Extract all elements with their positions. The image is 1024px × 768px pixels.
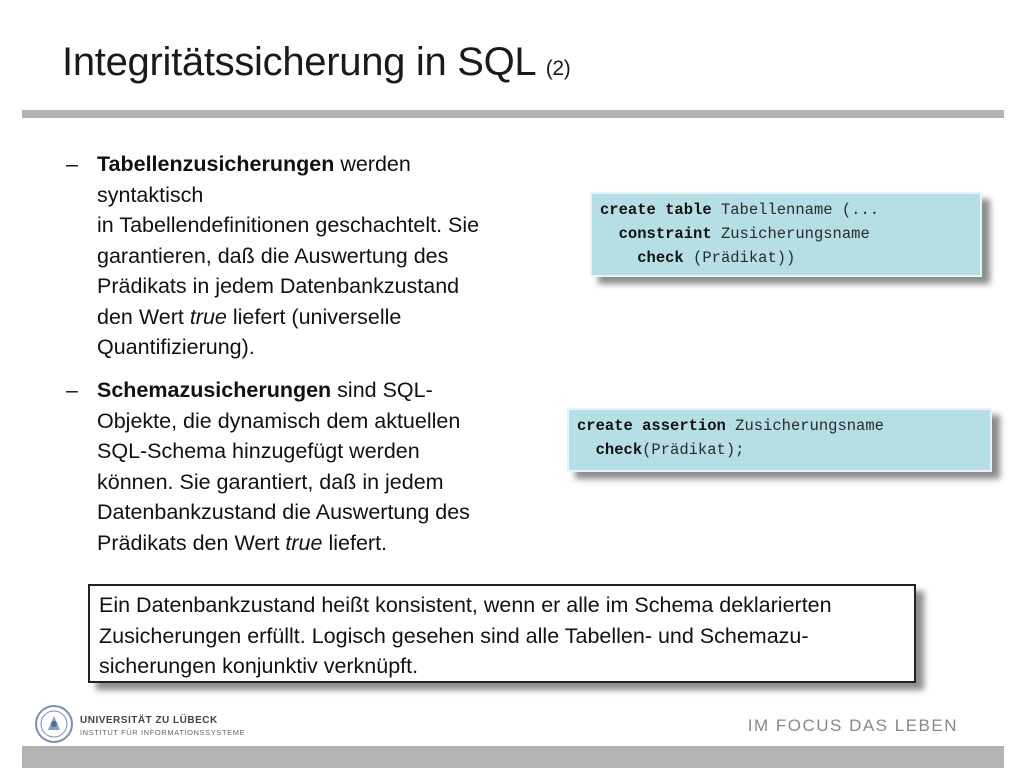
bullet-emphasis: true: [189, 304, 227, 329]
slide-title-sub: (2): [545, 57, 571, 80]
code-text: Zusicherungsname: [720, 225, 870, 243]
bullet-lead-term: Schemazusicherungen: [97, 378, 332, 402]
callout-line: Zusicherungen erfüllt. Logisch gesehen sind alle Tabellen- und Schemazu-: [99, 623, 809, 648]
bullet-line: Prädikats in jedem Datenbankzustand: [97, 274, 460, 298]
code-box-create-table: [590, 192, 982, 277]
code-keyword: create assertion: [577, 417, 726, 435]
bullet-line: Prädikats den Wert: [97, 530, 280, 555]
code-text: (Prädikat)): [693, 249, 796, 267]
code-keyword: constraint: [618, 225, 712, 243]
bullet-text: [97, 375, 566, 558]
bullet-emphasis: true: [285, 530, 323, 555]
university-motto: IM FOCUS DAS LEBEN: [747, 716, 958, 735]
code-keyword: check: [637, 249, 684, 267]
code-box-create-assertion: [567, 408, 992, 472]
institute-name: INSTITUT FÜR INFORMATIONSSYSTEME: [80, 728, 246, 737]
slide-title: [62, 40, 571, 85]
code-text: (Prädikat);: [642, 441, 745, 459]
bullet-line: werden: [340, 152, 411, 176]
bullet-line: können. Sie garantiert, daß in jedem: [97, 469, 444, 494]
bullet-line: in Tabellendefinitionen geschachtelt. Sie: [97, 213, 480, 237]
university-name: UNIVERSITÄT ZU LÜBECK: [80, 715, 218, 726]
bullet-table-assertions: [66, 149, 566, 363]
bullet-line: Datenbankzustand die Auswertung des: [97, 500, 470, 524]
bullet-line: garantieren, daß die Auswertung des: [97, 243, 449, 268]
slide-title-main: Integritätssicherung in SQL: [62, 40, 535, 84]
code-keyword: create table: [600, 201, 712, 219]
bullet-text: [97, 149, 566, 363]
bullet-line: Objekte, die dynamisch dem aktuellen: [97, 408, 461, 433]
code-text: Zusicherungsname: [735, 417, 884, 435]
bullet-line: SQL-Schema hinzugefügt werden: [97, 439, 420, 463]
bullet-line: syntaktisch: [97, 182, 204, 207]
bullet-line: sind SQL-: [337, 378, 433, 402]
bullet-line: liefert.: [328, 530, 388, 555]
bullet-schema-assertions: [66, 375, 566, 558]
consistency-definition-box: [88, 584, 916, 683]
footer-bar: [22, 746, 1004, 768]
bullet-line: Quantifizierung).: [97, 335, 255, 359]
code-keyword: check: [595, 441, 643, 459]
bullet-lead-term: Tabellenzusicherungen: [97, 152, 335, 176]
bullet-line: liefert (universelle: [232, 304, 402, 329]
callout-line: sicherungen konjunktiv verknüpft.: [99, 654, 419, 678]
university-seal-icon: [34, 704, 74, 749]
code-text: Tabellenname (...: [720, 201, 880, 219]
callout-line: Ein Datenbankzustand heißt konsistent, wenn er alle im Schema deklarierten: [99, 593, 832, 617]
bullet-dash: –: [66, 152, 78, 176]
title-divider: [22, 110, 1004, 118]
bullet-line: den Wert: [97, 304, 184, 329]
bullet-dash: –: [66, 378, 78, 402]
